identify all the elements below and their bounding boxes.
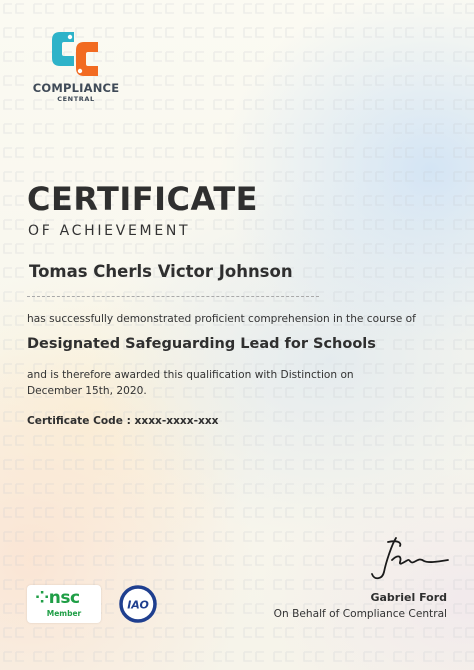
nsc-dots-icon: ⁘	[35, 588, 49, 608]
certificate-code: Certificate Code : xxxx-xxxx-xxx	[27, 415, 219, 427]
award-statement: and is therefore awarded this qualification with Distinction on December 15th, 2020.	[27, 369, 354, 397]
logo-subtitle: CENTRAL	[57, 95, 95, 103]
nsc-member-label: Member	[46, 609, 82, 618]
logo-wordmark: COMPLIANCE	[32, 81, 120, 95]
certificate-subtitle: OF ACHIEVEMENT	[28, 223, 191, 239]
completion-statement: has successfully demonstrated proficient comprehension in the course of	[27, 313, 416, 325]
cc-logo-icon	[50, 30, 102, 78]
iao-badge	[118, 584, 158, 624]
nsc-logo	[35, 588, 80, 608]
course-title: Designated Safeguarding Lead for Schools	[27, 336, 376, 352]
nsc-member-badge	[27, 585, 101, 623]
recipient-name: Tomas Cherls Victor Johnson	[29, 262, 293, 281]
compliance-central-logo	[26, 30, 126, 106]
certificate-title: CERTIFICATE	[27, 180, 258, 218]
signatory-role: On Behalf of Compliance Central	[273, 608, 447, 620]
nsc-logo-text: nsc	[48, 588, 80, 608]
signature-image	[366, 532, 450, 584]
signatory-name: Gabriel Ford	[370, 591, 447, 604]
recipient-divider	[27, 296, 319, 297]
iao-text: IAO	[127, 598, 149, 612]
